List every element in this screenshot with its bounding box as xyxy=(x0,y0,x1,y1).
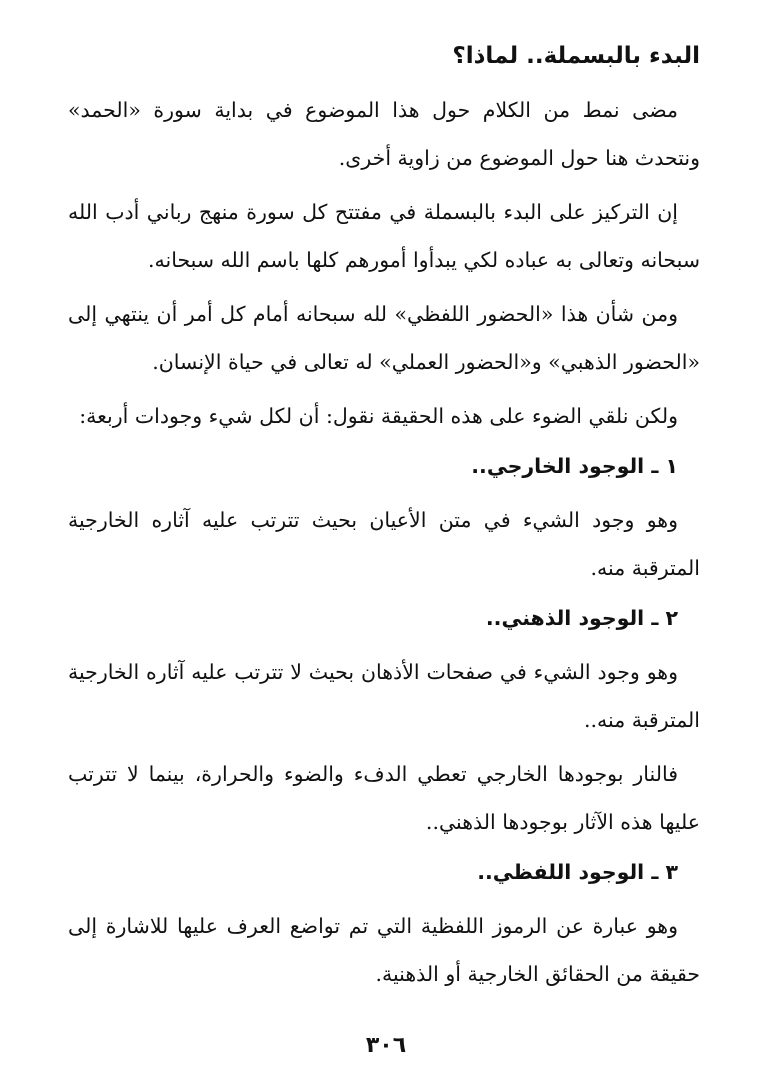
heading-verbal-existence: ٣ ـ الوجود اللفظي.. xyxy=(477,860,678,884)
page-body xyxy=(68,36,700,1004)
section-title: البدء بالبسملة.. لماذا؟ xyxy=(452,43,700,69)
heading-mental-existence: ٢ ـ الوجود الذهني.. xyxy=(485,606,678,630)
page-number: ٣٠٦ xyxy=(365,1033,407,1058)
paragraph-presence: ومن شأن هذا «الحضور اللفظي» لله سبحانه أمام كل أمر أن ينتهي إلى «الحضور الذهبي» و«الحضور العملي» له تعالى في حياة الإنسان. xyxy=(68,302,700,374)
paragraph-mental-existence: وهو وجود الشيء في صفحات الأذهان بحيث لا تترتب عليه آثاره الخارجية المترقبة منه.. xyxy=(68,660,700,732)
paragraph-fire-example: فالنار بوجودها الخارجي تعطي الدفء والضوء والحرارة، بينما لا تترتب عليها هذه الآثار بوجودها الذهني.. xyxy=(68,762,700,834)
heading-external-existence: ١ ـ الوجود الخارجي.. xyxy=(471,454,678,478)
paragraph-focus: إن التركيز على البدء بالبسملة في مفتتح كل سورة منهج رباني أدب الله سبحانه وتعالى به عباده لكي يبدأوا أمورهم كلها باسم الله سبحانه. xyxy=(68,200,700,272)
paragraph-external-existence: وهو وجود الشيء في متن الأعيان بحيث تترتب عليه آثاره الخارجية المترقبة منه. xyxy=(68,508,700,580)
paragraph-four-existences: ولكن نلقي الضوء على هذه الحقيقة نقول: أن لكل شيء وجودات أربعة: xyxy=(79,404,678,428)
paragraph-verbal-existence: وهو عبارة عن الرموز اللفظية التي تم تواضع العرف عليها للاشارة إلى حقيقة من الحقائق الخارجية أو الذهنية. xyxy=(68,914,700,986)
paragraph-intro: مضى نمط من الكلام حول هذا الموضوع في بداية سورة «الحمد» ونتحدث هنا حول الموضوع من زاوية أخرى. xyxy=(68,98,700,170)
